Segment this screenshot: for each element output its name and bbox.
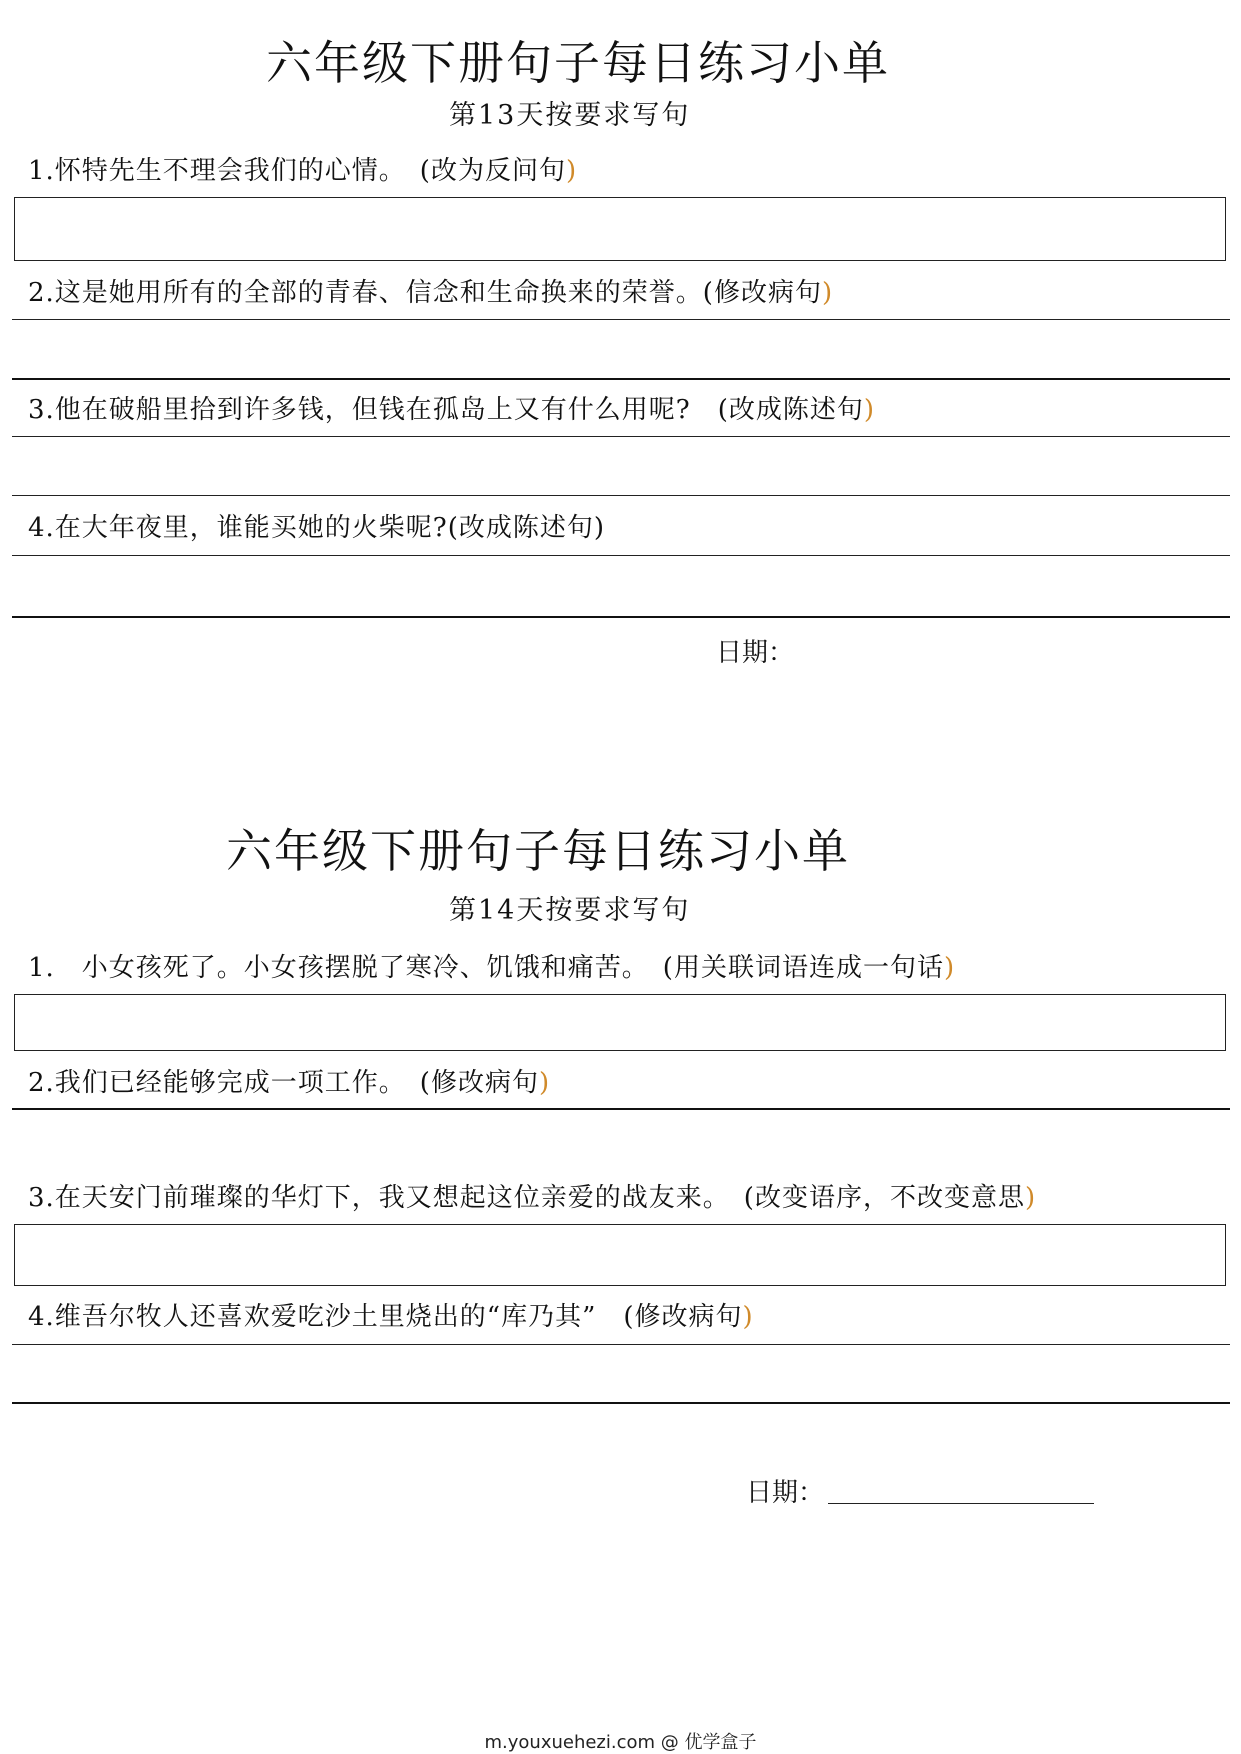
question-text: 4.维吾尔牧人还喜欢爱吃沙土里烧出的“库乃其” (修改病句 [28,1302,743,1332]
sheet2-question-1 [28,955,955,981]
question-text: 4.在大年夜里，谁能买她的火柴呢?(改成陈述句) [28,513,606,543]
sheet2-answer-line-4[interactable] [12,1402,1230,1404]
sheet2-answer-box-1[interactable] [14,994,1226,1051]
sheet1-answer-line-3[interactable] [12,495,1230,496]
sheet1-rule-line [12,555,1230,556]
sheet1-question-4 [28,515,605,541]
sheet2-title: 六年级下册句子每日练习小单 [226,824,850,878]
sheet1-answer-line-2[interactable] [12,378,1230,380]
question-text: 1. 小女孩死了。小女孩摆脱了寒冷、饥饿和痛苦。 (用关联词语连成一句话 [28,953,944,983]
question-paren: ) [565,156,578,186]
sheet2-date-label: 日期： [746,1478,825,1508]
question-text: 3.他在破船里拾到许多钱，但钱在孤岛上又有什么用呢? (改成陈述句 [28,395,864,425]
question-paren: ) [742,1302,754,1332]
sheet1-answer-line-4[interactable] [12,616,1230,618]
question-text: 2.这是她用所有的全部的青春、信念和生命换来的荣誉。(修改病句 [28,278,822,308]
question-paren: ) [538,1068,551,1098]
footer-watermark: m.youxuehezi.com @ 优学盒子 [484,1732,757,1753]
sheet1-title: 六年级下册句子每日练习小单 [266,36,890,90]
sheet1-question-1 [28,158,577,184]
sheet2-question-4 [28,1304,754,1330]
question-paren: ) [821,278,834,308]
sheet2-rule-line [12,1344,1230,1345]
question-text: 2.我们已经能够完成一项工作。 (修改病句 [28,1068,539,1098]
sheet2-question-3 [28,1185,1036,1211]
question-paren: ) [943,953,956,983]
question-paren: ) [863,395,876,425]
sheet1-question-3 [28,397,875,423]
sheet1-question-2 [28,280,833,306]
question-paren: ) [1024,1183,1037,1213]
sheet1-rule-line [12,436,1230,437]
question-text: 1.怀特先生不理会我们的心情。 (改为反问句 [28,156,566,186]
question-text: 3.在天安门前璀璨的华灯下，我又想起这位亲爱的战友来。 (改变语序，不改变意思 [28,1183,1025,1213]
sheet2-question-2 [28,1070,550,1096]
sheet2-answer-line-2[interactable] [12,1108,1230,1110]
sheet2-answer-box-3[interactable] [14,1224,1226,1286]
sheet2-subtitle: 第14天按要求写句 [449,895,691,926]
sheet1-subtitle: 第13天按要求写句 [449,100,691,131]
sheet1-answer-box-1[interactable] [14,197,1226,261]
sheet1-date-label: 日期： [716,638,795,668]
sheet2-date-line[interactable] [828,1503,1094,1504]
sheet1-rule-line [12,319,1230,320]
